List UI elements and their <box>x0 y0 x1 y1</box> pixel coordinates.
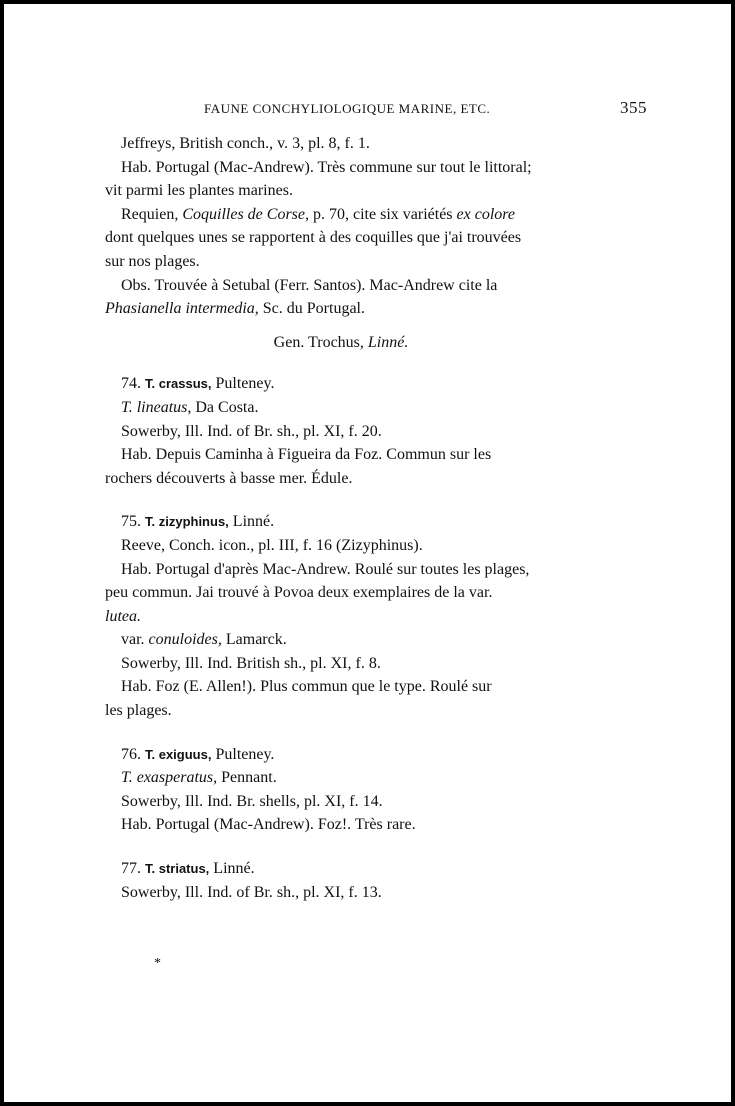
species-heading: 75. T. zizyphinus, Linné. <box>121 513 275 531</box>
habitat-line: lutea. <box>105 607 141 625</box>
synonym-line: T. lineatus, Da Costa. <box>121 398 259 416</box>
species-heading: 77. T. striatus, Linné. <box>121 860 255 878</box>
text-line: Obs. Trouvée à Setubal (Ferr. Santos). Mac-Andrew cite la <box>121 276 498 294</box>
text-line: Phasianella intermedia, Sc. du Portugal. <box>105 300 365 318</box>
running-title: FAUNE CONCHYLIOLOGIQUE MARINE, ETC. <box>204 101 491 116</box>
text-line: Jeffreys, British conch., v. 3, pl. 8, f. 1. <box>121 135 370 152</box>
habitat-line: Hab. Portugal (Mac-Andrew). Foz!. Très rare. <box>121 816 416 834</box>
reference-line: Sowerby, Ill. Ind. Br. shells, pl. XI, f. 14. <box>121 792 383 810</box>
reference-line: Reeve, Conch. icon., pl. III, f. 16 (Zizyphinus). <box>121 536 423 554</box>
species-heading: 74. T. crassus, Pulteney. <box>121 375 275 393</box>
text-line: dont quelques unes se rapportent à des coquilles que j'ai trouvées <box>105 229 522 247</box>
synonym-line: T. exasperatus, Pennant. <box>121 769 277 787</box>
running-header <box>104 98 647 118</box>
text-line: Hab. Portugal (Mac-Andrew). Très commune sur tout le littoral; <box>121 158 532 176</box>
genus-heading: Gen. Trochus, Linné. <box>273 333 409 351</box>
habitat-line: les plages. <box>105 702 172 720</box>
variety-line: var. conuloides, Lamarck. <box>121 631 287 649</box>
body-text <box>105 132 577 904</box>
text-line: Requien, Coquilles de Corse, p. 70, cite six variétés ex colore <box>121 205 515 223</box>
reference-line: Sowerby, Ill. Ind. of Br. sh., pl. XI, f. 20. <box>121 422 382 440</box>
habitat-line: Hab. Depuis Caminha à Figueira da Foz. Commun sur les <box>121 446 492 464</box>
reference-line: Sowerby, Ill. Ind. of Br. sh., pl. XI, f. 13. <box>121 883 382 901</box>
reference-line: Sowerby, Ill. Ind. British sh., pl. XI, f. 8. <box>121 654 381 672</box>
footnote-mark: * <box>154 956 161 971</box>
book-page <box>4 4 731 1102</box>
habitat-line: Hab. Foz (E. Allen!). Plus commun que le type. Roulé sur <box>121 678 492 696</box>
text-line: sur nos plages. <box>105 252 200 270</box>
page-number: 355 <box>620 98 647 117</box>
text-line: vit parmi les plantes marines. <box>105 182 293 200</box>
habitat-line: Hab. Portugal d'après Mac-Andrew. Roulé sur toutes les plages, <box>121 560 530 578</box>
habitat-line: peu commun. Jai trouvé à Povoa deux exemplaires de la var. <box>105 584 493 602</box>
habitat-line: rochers découverts à basse mer. Édule. <box>105 469 353 487</box>
species-heading: 76. T. exiguus, Pulteney. <box>121 745 275 763</box>
